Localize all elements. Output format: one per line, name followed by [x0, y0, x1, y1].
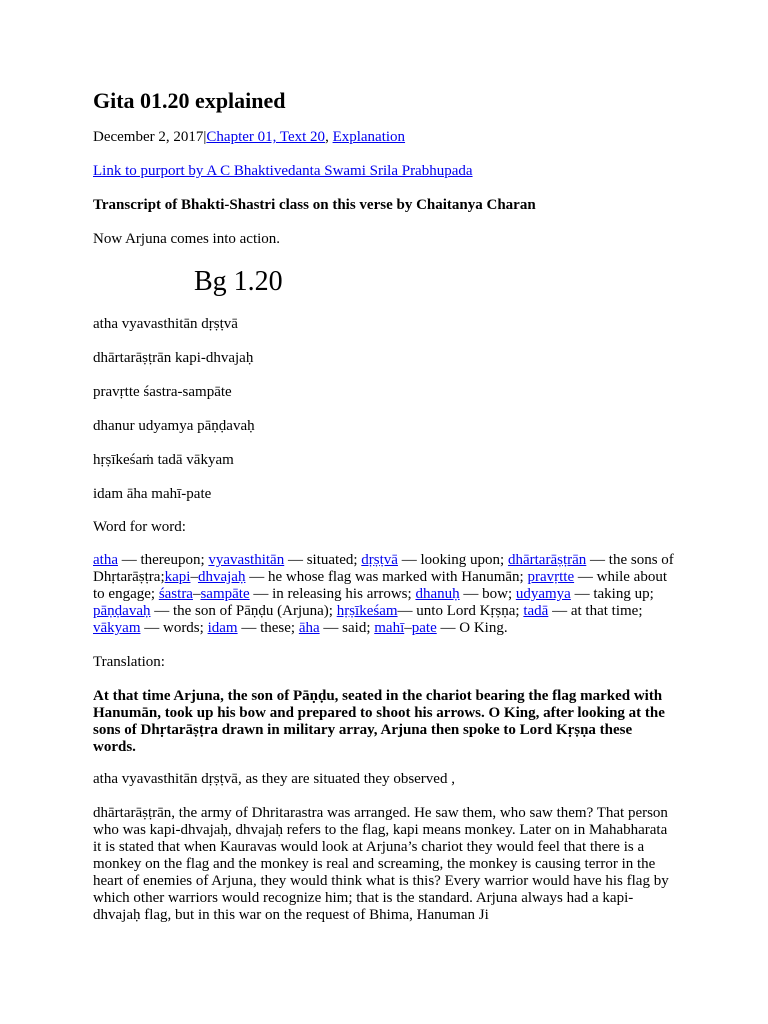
synonym-word-link[interactable]: atha [93, 552, 118, 568]
synonym-word-link[interactable]: dhvajaḥ [197, 569, 246, 585]
synonym-meaning: — said; [319, 620, 375, 636]
translation-label: Translation: [93, 654, 165, 670]
synonym-meaning: — looking upon; [397, 552, 508, 568]
synonym-meaning: — he whose flag was marked with Hanumān; [245, 569, 528, 585]
intro-text: Now Arjuna comes into action. [93, 231, 281, 247]
synonym-word-link[interactable]: śastra [158, 586, 193, 602]
synonym-meaning: — thereupon; [117, 552, 209, 568]
synonym-word-link[interactable]: dhārtarāṣṭrān [507, 552, 587, 568]
synonym-word-link[interactable]: tadā [523, 603, 549, 619]
synonym-meaning: — the sons of Dhṛtarāṣṭra; [93, 552, 674, 585]
commentary-paragraph: dhārtarāṣṭrān, the army of Dhritarastra was arranged. He saw them, who saw them? That person who was kapi-dhvajaḥ, dhvajaḥ refers to the flag, kapi means monkey. Later on in Mahabharata it is stated that when Kauravas would look at Arjuna’s chariot they would feel that there is a monkey on the flag and the monkey is real and screaming, the monkey is causing terror in the heart of enemies of Arjuna, they would think what is this? Every warrior would have his flag by which other warriors would recognize him; that is the standard. Arjuna always had a kapi-dhvajaḥ flag, but in this war on the request of Bhima, Hanuman Ji [93, 805, 669, 923]
purport-link[interactable]: Link to purport by A C Bhaktivedanta Swami Srila Prabhupada [93, 163, 473, 179]
meta-comma: , [325, 129, 333, 145]
synonym-meaning: – [192, 586, 201, 602]
transcript-heading: Transcript of Bhakti-Shastri class on this verse by Chaitanya Charan [93, 197, 536, 213]
synonym-meaning: — these; [237, 620, 299, 636]
verse-line: idam āha mahī-pate [93, 486, 212, 502]
synonym-meaning: — in releasing his arrows; [249, 586, 416, 602]
commentary-line: atha vyavasthitān dṛṣṭvā, as they are situated they observed , [93, 771, 455, 787]
synonym-word-link[interactable]: pravṛtte [527, 569, 575, 585]
synonym-meaning: – [404, 620, 412, 636]
synonym-meaning: — O King. [436, 620, 508, 636]
synonym-word-link[interactable]: vākyam [93, 620, 141, 636]
synonym-word-link[interactable]: idam [207, 620, 238, 636]
synonym-word-link[interactable]: mahī [374, 620, 405, 636]
synonyms-paragraph [93, 552, 678, 637]
synonym-word-link[interactable]: dhanuḥ [415, 586, 460, 602]
synonym-word-link[interactable]: pāṇḍavaḥ [93, 603, 151, 619]
synonym-meaning: — unto Lord Kṛṣṇa; [397, 603, 524, 619]
page-title: Gita 01.20 explained [93, 88, 286, 113]
synonym-meaning: — taking up; [570, 586, 654, 602]
word-for-word-label: Word for word: [93, 519, 186, 535]
verse-line: pravṛtte śastra-sampāte [93, 384, 232, 400]
verse-line: dhanur udyamya pāṇḍavaḥ [93, 418, 255, 434]
translation-text: At that time Arjuna, the son of Pāṇḍu, seated in the chariot bearing the flag marked with Hanumān, took up his bow and prepared to shoot his arrows. O King, after looking at the sons of Dhṛtarāṣṭra drawn in military array, Arjuna then spoke to Lord Kṛṣṇa these words. [93, 688, 665, 755]
synonym-word-link[interactable]: āha [298, 620, 320, 636]
synonym-word-link[interactable]: pate [411, 620, 437, 636]
synonym-word-link[interactable]: udyamya [515, 586, 571, 602]
post-date: December 2, 2017 [93, 129, 204, 145]
tag-link[interactable]: Explanation [332, 129, 406, 145]
synonym-meaning: — situated; [284, 552, 362, 568]
synonym-word-link[interactable]: vyavasthitān [208, 552, 285, 568]
synonym-word-link[interactable]: kapi [164, 569, 191, 585]
post-meta [93, 129, 405, 146]
synonym-meaning: — bow; [459, 586, 516, 602]
verse-reference: Bg 1.20 [194, 266, 283, 297]
verse-line: hṛṣīkeśaṁ tadā vākyam [93, 452, 234, 468]
verse-line: atha vyavasthitān dṛṣṭvā [93, 316, 238, 332]
synonym-meaning: — words; [140, 620, 208, 636]
synonym-meaning: — the son of Pāṇḍu (Arjuna); [150, 603, 337, 619]
synonym-word-link[interactable]: sampāte [200, 586, 250, 602]
meta-separator: | [203, 129, 207, 145]
synonym-meaning: – [190, 569, 198, 585]
synonym-word-link[interactable]: hṛṣīkeśam [336, 603, 398, 619]
category-link[interactable]: Chapter 01, Text 20 [206, 129, 326, 145]
synonym-word-link[interactable]: dṛṣṭvā [361, 552, 398, 568]
verse-line: dhārtarāṣṭrān kapi-dhvajaḥ [93, 350, 254, 366]
synonym-meaning: — at that time; [548, 603, 643, 619]
synonym-meaning: — while about to engage; [93, 569, 668, 602]
